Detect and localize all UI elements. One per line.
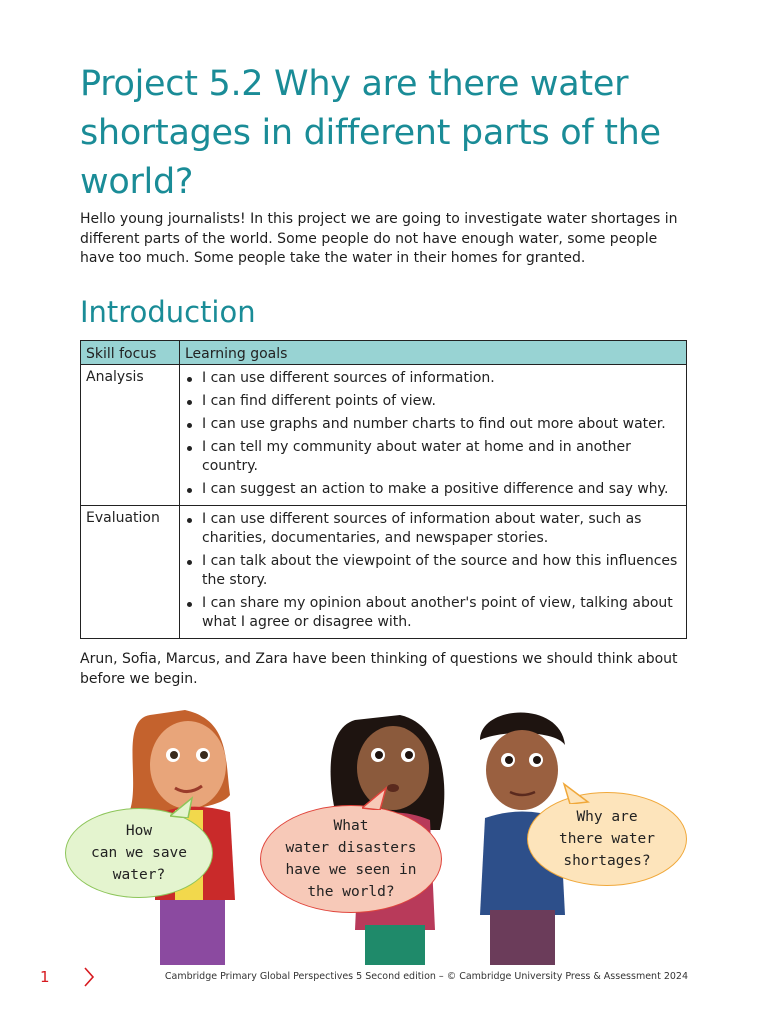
bubble-tail-icon	[362, 786, 392, 810]
bubble-line: What	[333, 818, 369, 834]
bubble-line: Why are	[576, 809, 638, 825]
footer-copyright: Cambridge Primary Global Perspectives 5 Second edition – © Cambridge University Press & Assessment 2024	[164, 971, 688, 982]
learning-goals-table	[80, 340, 687, 639]
bubble-line: there water	[558, 831, 656, 847]
bubble-line: water disasters	[285, 840, 417, 856]
goal-item: I can use different sources of information about water, such as charities, documentaries, and newspaper stories.	[185, 510, 681, 548]
speech-bubble-save-water	[65, 808, 213, 898]
goal-item: I can share my opinion about another's point of view, talking about what I agree or disagree with.	[185, 594, 681, 632]
bubble-line: the world?	[307, 884, 395, 900]
skill-cell: Analysis	[81, 365, 180, 506]
bubble-tail-icon	[560, 782, 590, 804]
header-learning-goals: Learning goals	[180, 341, 687, 365]
bubble-tail-icon	[170, 796, 200, 818]
speech-bubble-water-disasters	[260, 805, 442, 913]
table-row	[81, 365, 687, 506]
section-heading: Introduction	[80, 295, 256, 329]
goal-item: I can talk about the viewpoint of the source and how this influences the story.	[185, 552, 681, 590]
goal-item: I can use graphs and number charts to find out more about water.	[185, 415, 681, 434]
page-number: 1	[40, 968, 50, 986]
bubble-line: How	[125, 823, 153, 839]
bubble-line: shortages?	[563, 853, 651, 869]
goal-item: I can find different points of view.	[185, 392, 681, 411]
goal-item: I can use different sources of information.	[185, 369, 681, 388]
bubble-line: can we save	[90, 845, 188, 861]
goals-cell	[180, 506, 687, 639]
speech-bubble-water-shortages	[527, 792, 687, 886]
intro-paragraph: Hello young journalists! In this project we are going to investigate water shortages in different parts of the world. Some people do not have enough water, some people have too much. Some people take the water in their homes for granted.	[80, 211, 678, 266]
skill-cell: Evaluation	[81, 506, 180, 639]
goal-item: I can suggest an action to make a positive difference and say why.	[185, 480, 681, 499]
page-title: Project 5.2 Why are there water shortages in different parts of the world?	[80, 64, 661, 202]
table-header-row	[81, 341, 687, 365]
bubble-line: water?	[112, 867, 166, 883]
chevron-right-icon[interactable]	[82, 966, 96, 988]
header-skill-focus: Skill focus	[81, 341, 180, 365]
goal-item: I can tell my community about water at home and in another country.	[185, 438, 681, 476]
bubble-line: have we seen in	[285, 862, 417, 878]
table-row	[81, 506, 687, 639]
lead-paragraph: Arun, Sofia, Marcus, and Zara have been thinking of questions we should think about before we begin.	[80, 651, 678, 687]
goals-cell	[180, 365, 687, 506]
